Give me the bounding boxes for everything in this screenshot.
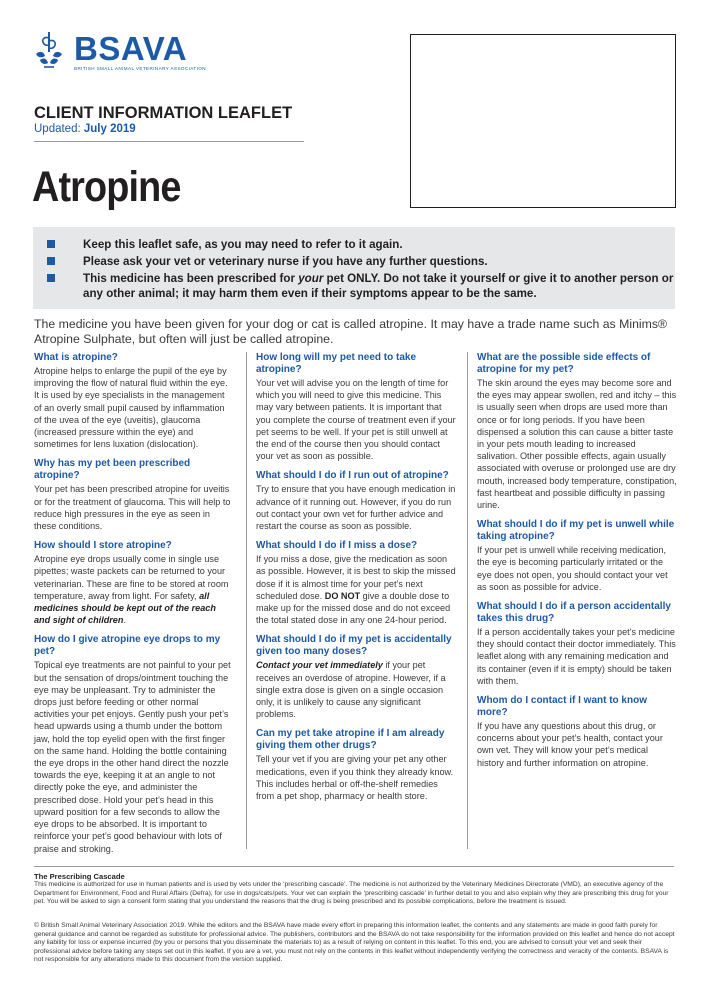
square-bullet-icon (47, 257, 55, 265)
section-heading: How do I give atropine eye drops to my pet? (34, 634, 221, 658)
section-heading: Whom do I contact if I want to know more? (477, 695, 647, 719)
section-body (256, 553, 456, 626)
logo-wordmark: BSAVA (74, 30, 188, 67)
bsava-emblem-icon (32, 30, 66, 70)
notice-text: Keep this leaflet safe, as you may need to refer to it again. (83, 238, 403, 251)
section-body: Your pet has been prescribed atropine for uveitis or for the treatment of glaucoma. This will help to reduce high pressures in the eye as seen in these conditions. (34, 484, 231, 532)
warning-emphasis: DO NOT (324, 590, 361, 601)
section-body: If you have any questions about this drug, or concerns about your pet’s health, contact your own vet. They will know your pet’s medical history and further information on atropine. (477, 721, 663, 768)
contact-emphasis: Contact your vet immediately (256, 660, 383, 671)
notice-item (47, 254, 675, 269)
section-text: Atropine eye drops usually come in single use pipettes; waste packets can be returned to your veterinarian. These are fine to be stored at room temperature, away from light. For safety, (34, 554, 229, 601)
notice-emphasis: your (298, 272, 324, 285)
section-body: The skin around the eyes may become sore and the eyes may appear swollen, red and itchy – this is usually seen when drops are used more than once or for long periods. If you have been dispensed a solution this can cause a bitter taste in your pets mouth leading to increased salivation. Other possible effects, again usually associated with overuse or prolonged use are dry mouth, increased body temperature, constipation, fast heartbeat and possible difficulty in passing urine. (477, 378, 677, 511)
updated-line (34, 123, 136, 135)
section-body: Your vet will advise you on the length of time for which you will need to give this medicine. This may vary between patients. It is important that you complete the course of treatment even if your pet seems to be well. If your pet is still unwell at the end of the course then you should contact your vet as soon as possible. (256, 378, 456, 462)
section-body: Tell your vet if you are giving your pet any other medications, even if you think they already know. This includes herbal or off-the-shelf remedies from a pet shop, pharmacy or health store. (256, 754, 454, 802)
content-column-3 (477, 352, 677, 777)
drug-title: Atropine (32, 163, 181, 211)
intro-paragraph: The medicine you have been given for your dog or cat is called atropine. It may have a trade name such as Minims® Atropine Sulphate, but often will just be called atropine. (34, 317, 668, 346)
footer-divider (34, 866, 674, 867)
content-column-2 (256, 352, 456, 810)
section-heading: What should I do if my pet is accidentally given too many doses? (256, 634, 452, 658)
section-body: Try to ensure that you have enough medication in advance of it running out. However, if you do run out contact your own vet for further advice and restart the course as soon as possible. (256, 484, 456, 532)
section-body: If your pet is unwell while receiving medication, the eye is becoming particularly irritated or the eye does not open, you should contact your vet as soon as possible for advice. (477, 545, 668, 592)
notice-text: Please ask your vet or veterinary nurse if you have any further questions. (83, 255, 488, 268)
copyright-disclaimer: © British Small Animal Veterinary Association 2019. While the editors and the BSAVA have made every effort in preparing this information leaflet, the contents and any statements are made in good faith purely for general guidance and cannot be regarded as substitute for professional advice. The publishers, contributors and the BSAVA do not take responsibility for the information provided on this leaflet and hence do not accept any liability for loss or expense incurred (by you or persons that you disseminate the materials to) as a result of relying on content in this leaflet. To this end, you are advised to consult your vet and seek their professional advice before taking any steps set out in this leaflet. If you are a vet, you must not rely on the contents in this leaflet without independently verifying the correctness and veracity of the contents. BSAVA is not responsible for any alterations made to this document from the version supplied. (34, 922, 675, 964)
section-heading: What should I do if my pet is unwell while taking atropine? (477, 519, 675, 543)
section-text: . (123, 615, 126, 626)
leaflet-type-heading: CLIENT INFORMATION LEAFLET (34, 104, 293, 122)
section-body: Topical eye treatments are not painful to your pet but the sensation of drops/ointment touching the eye may be unpleasant. Try to administer the drops just before feeding or other normal activities your pet enjoys. Gently push your pet’s head upwards using a thumb under the bottom jaw, hold the top eyelid open with the first finger on the same hand. Holding the bottle containing the eye drops in the other hand direct the nozzle towards the eye, keeping it at an angle to not directly poke the eye, and administer the prescribed dose. Hold your pet’s head in this upward position for a few seconds to allow the eye drops to be absorbed. It is important to reinforce your pet’s good behaviour with lots of praise and stroking. (34, 660, 231, 854)
section-heading: What should I do if I run out of atropine? (256, 470, 449, 482)
cascade-paragraph: This medicine is authorized for use in human patients and is used by vets under the ‘prescribing cascade’. The medicine is not authorized by the Veterinary Medicines Directorate (VMD), an executive agency of the Department for Environment, Food and Rural Affairs (Defra), for use in dogs/cats/pets. Your vet can explain the ‘prescribing cascade’ in further detail to you and also explain why they are prescribing this drug for your pet. You will be asked to sign a consent form stating that you understand the reasons that the drug is being prescribed and its possible complications, before the treatment is issued. (34, 881, 669, 906)
section-text: If you miss a dose, give the medication as soon as possible. However, it is best to skip the missed dose if it is almost time for your pet’s next scheduled dose. (256, 554, 456, 601)
header-divider (34, 141, 304, 142)
section-heading: What are the possible side effects of atropine for my pet? (477, 352, 651, 375)
section-heading: What should I do if I miss a dose? (256, 540, 418, 552)
square-bullet-icon (47, 240, 55, 248)
section-text: give a double dose to make up for the missed dose and do not exceed the total stated dose in any one 24-hour period. (256, 590, 451, 626)
section-body (256, 659, 456, 720)
notice-text-cont: pet ONLY. Do not take it yourself or give it to another person or any other animal; it may harm them even if their symptoms appear to be the same. (83, 272, 674, 300)
updated-label: Updated: (34, 123, 81, 135)
cascade-heading: The Prescribing Cascade (34, 872, 125, 881)
updated-date: July 2019 (83, 123, 136, 135)
section-body (34, 553, 234, 626)
notice-item (47, 237, 675, 252)
section-body: Atropine helps to enlarge the pupil of the eye by improving the flow of natural fluid within the eye. It is used by eye specialists in the management of an overly small pupil caused by inflammation of the uvea of the eye (uveitis), glaucoma (increased pressure within the eye) and sometimes for lens luxation (dislocation). (34, 366, 228, 450)
bsava-logo (32, 28, 206, 76)
safety-emphasis: all medicines should be kept out of the reach and sight of children (34, 590, 216, 626)
photo-placeholder-box (410, 34, 676, 208)
logo-subtitle: BRITISH SMALL ANIMAL VETERINARY ASSOCIATION (74, 66, 206, 71)
section-heading: Can my pet take atropine if I am already giving them other drugs? (256, 728, 445, 752)
notice-item (47, 271, 675, 301)
notice-text: This medicine has been prescribed for (83, 272, 299, 285)
section-body: If a person accidentally takes your pet’s medicine they should contact their doctor immediately. This leaflet along with any remaining medication and its container (even if it is empty) should be taken with them. (477, 627, 676, 686)
section-heading: What should I do if a person accidentally takes this drug? (477, 601, 671, 625)
section-heading: How should I store atropine? (34, 540, 172, 552)
content-column-1 (34, 352, 234, 863)
column-divider (246, 352, 247, 849)
section-heading: What is atropine? (34, 352, 118, 363)
section-heading: How long will my pet need to take atropine? (256, 352, 417, 375)
square-bullet-icon (47, 274, 55, 282)
section-heading: Why has my pet been prescribed atropine? (34, 458, 191, 482)
section-text: if your pet receives an overdose of atropine. However, if a single extra dose is given on a single occasion only, it is unlikely to cause any significant problems. (256, 660, 446, 720)
column-divider (467, 352, 468, 849)
safety-notice-box (33, 227, 675, 309)
